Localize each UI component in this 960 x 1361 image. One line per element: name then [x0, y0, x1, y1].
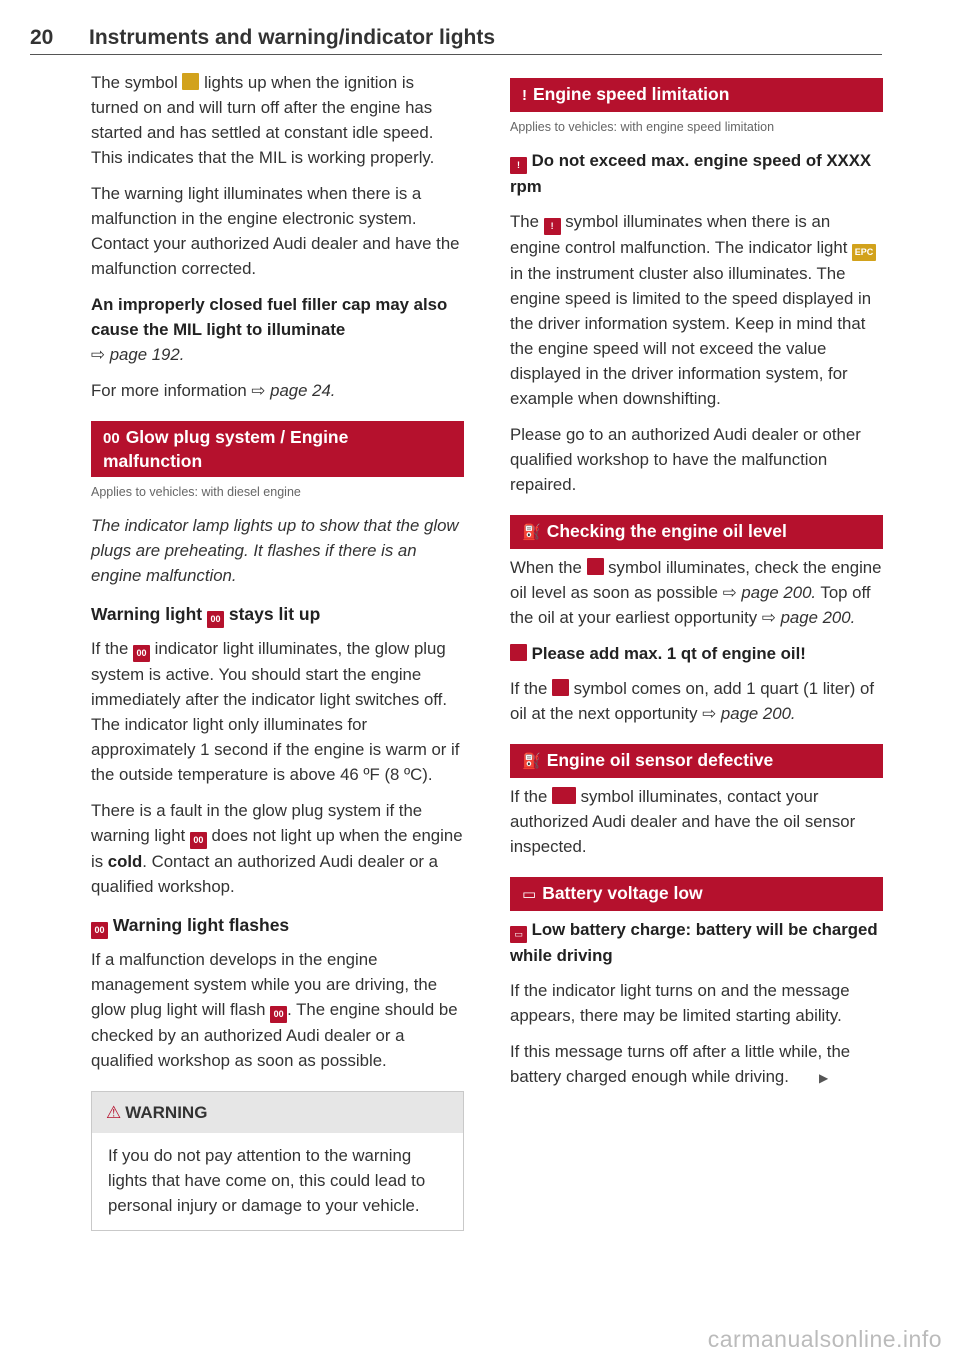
mil-check-icon [182, 73, 199, 90]
oil-sensor-icon [552, 787, 576, 804]
oil-can-icon [587, 558, 604, 575]
battery-icon: ▭ [510, 926, 527, 943]
warning-header: ⚠ WARNING [92, 1092, 463, 1133]
oil-can-icon [510, 644, 527, 661]
oil-level-paragraph: When the symbol illuminates, check the engine oil level as soon as possible ⇨ page 200. Top off the oil at your earliest opportunity ⇨ page 200. [510, 558, 882, 627]
header-title: Instruments and warning/indicator lights [89, 26, 496, 49]
page-ref-link[interactable]: ⇨ page 200. [722, 583, 817, 602]
glow-plug-icon: 00 [190, 832, 207, 849]
more-info-paragraph: For more information ⇨ page 24. [91, 381, 336, 400]
page-ref-link[interactable]: ⇨ page 200. [761, 608, 856, 627]
applies-note: Applies to vehicles: with engine speed limitation [510, 120, 775, 134]
flashes-heading: 00 Warning light flashes [91, 913, 464, 939]
page-ref-link[interactable]: ⇨ page 200. [702, 704, 796, 723]
oil-can-icon [552, 679, 569, 696]
oil-sensor-paragraph: If the symbol illuminates, contact your authorized Audi dealer and have the oil sensor inspected. [510, 787, 856, 856]
continue-arrow-icon: ▶ [818, 1071, 829, 1085]
battery-banner: ▭ Battery voltage low [510, 877, 883, 911]
engine-warning-icon: ! [522, 87, 527, 104]
oil-level-banner: ⛽ Checking the engine oil level [510, 515, 883, 549]
warning-box [91, 1091, 464, 1231]
battery-paragraph-2: If this message turns off after a little while, the battery charged enough while driving. ▶ [510, 1039, 883, 1091]
add-oil-heading: Please add max. 1 qt of engine oil! [510, 641, 883, 666]
left-column [91, 70, 464, 1231]
applies-note: Applies to vehicles: with diesel engine [91, 485, 301, 499]
page-ref-link[interactable]: ⇨ page 24. [251, 381, 336, 400]
flash-paragraph: If a malfunction develops in the engine management system while you are driving, the glow plug light will flash 00 . The engine should be checked by an authorized Audi dealer or a qualified workshop as soon as possible. [91, 950, 458, 1070]
stays-lit-heading: Warning light 00 stays lit up [91, 602, 464, 628]
oil-can-icon: ⛽ [522, 524, 541, 541]
fuel-cap-note: An improperly closed fuel filler cap may also cause the MIL light to illuminate ⇨ page 192. [91, 295, 448, 364]
glow-plug-banner: 00 Glow plug system / Engine malfunction [91, 421, 464, 477]
watermark: carmanualsonline.info [707, 1326, 942, 1352]
battery-icon: ▭ [522, 886, 537, 903]
epc-icon: EPC [852, 244, 876, 261]
battery-paragraph-1: If the indicator light turns on and the message appears, there may be limited starting ability. [510, 981, 850, 1025]
glow-plug-icon: 00 [103, 430, 120, 447]
engine-warning-icon: ! [544, 218, 561, 235]
oil-sensor-banner: ⛽ Engine oil sensor defective [510, 744, 883, 778]
warning-text: If you do not pay attention to the warning lights that have come on, this could lead to personal injury or damage to your vehicle. [108, 1146, 426, 1215]
engine-speed-banner: ! Engine speed limitation [510, 78, 883, 112]
glow-plug-icon: 00 [270, 1006, 287, 1023]
battery-heading: ▭ Low battery charge: battery will be charged while driving [510, 920, 878, 965]
right-column [510, 70, 883, 1102]
page-number: 20 [30, 26, 54, 49]
engine-speed-paragraph: The ! symbol illuminates when there is an engine control malfunction. The indicator light EPC in the instrument cluster also illuminates. The engine speed is limited to the speed displayed in the driver information system. Keep in mind that the engine speed will not exceed the value displayed in the driver information system, for example when downshifting. [510, 209, 883, 411]
glow-intro: The indicator lamp lights up to show that the glow plugs are preheating. It flashes if there is an engine malfunction. [91, 516, 459, 585]
engine-warning-icon: ! [510, 157, 527, 174]
add-oil-paragraph: If the symbol comes on, add 1 quart (1 liter) of oil at the next opportunity ⇨ page 200. [510, 679, 874, 723]
malfunction-paragraph: The warning light illuminates when there is a malfunction in the engine electronic system. Contact your authorized Audi dealer and have the malfunction corrected. [91, 184, 460, 278]
max-speed-heading: ! Do not exceed max. engine speed of XXXX rpm [510, 151, 872, 196]
glow-fault-paragraph: There is a fault in the glow plug system if the warning light 00 does not light up when the engine is cold. Contact an authorized Audi dealer or a qualified workshop. [91, 801, 463, 896]
dealer-paragraph: Please go to an authorized Audi dealer or other qualified workshop to have the malfunction repaired. [510, 425, 861, 494]
glow-plug-icon: 00 [133, 645, 150, 662]
glow-plug-icon: 00 [207, 611, 224, 628]
warning-triangle-icon: ⚠ [106, 1103, 122, 1122]
glow-plug-icon: 00 [91, 922, 108, 939]
mil-paragraph: The symbol lights up when the ignition is turned on and will turn off after the engine has started and has settled at constant idle speed. This indicates that the MIL is working properly. [91, 73, 435, 167]
oil-sensor-icon: ⛽ [522, 753, 541, 770]
glow-active-paragraph: If the 00 indicator light illuminates, the glow plug system is active. You should start the engine immediately after the indicator light switches off. The indicator light only illuminates for approximately 1 second if the engine is warm or if the outside temperature is above 46 ºF (8 ºC). [91, 639, 460, 784]
page-ref-link[interactable]: ⇨ page 192. [91, 345, 185, 364]
page-header [30, 24, 882, 55]
